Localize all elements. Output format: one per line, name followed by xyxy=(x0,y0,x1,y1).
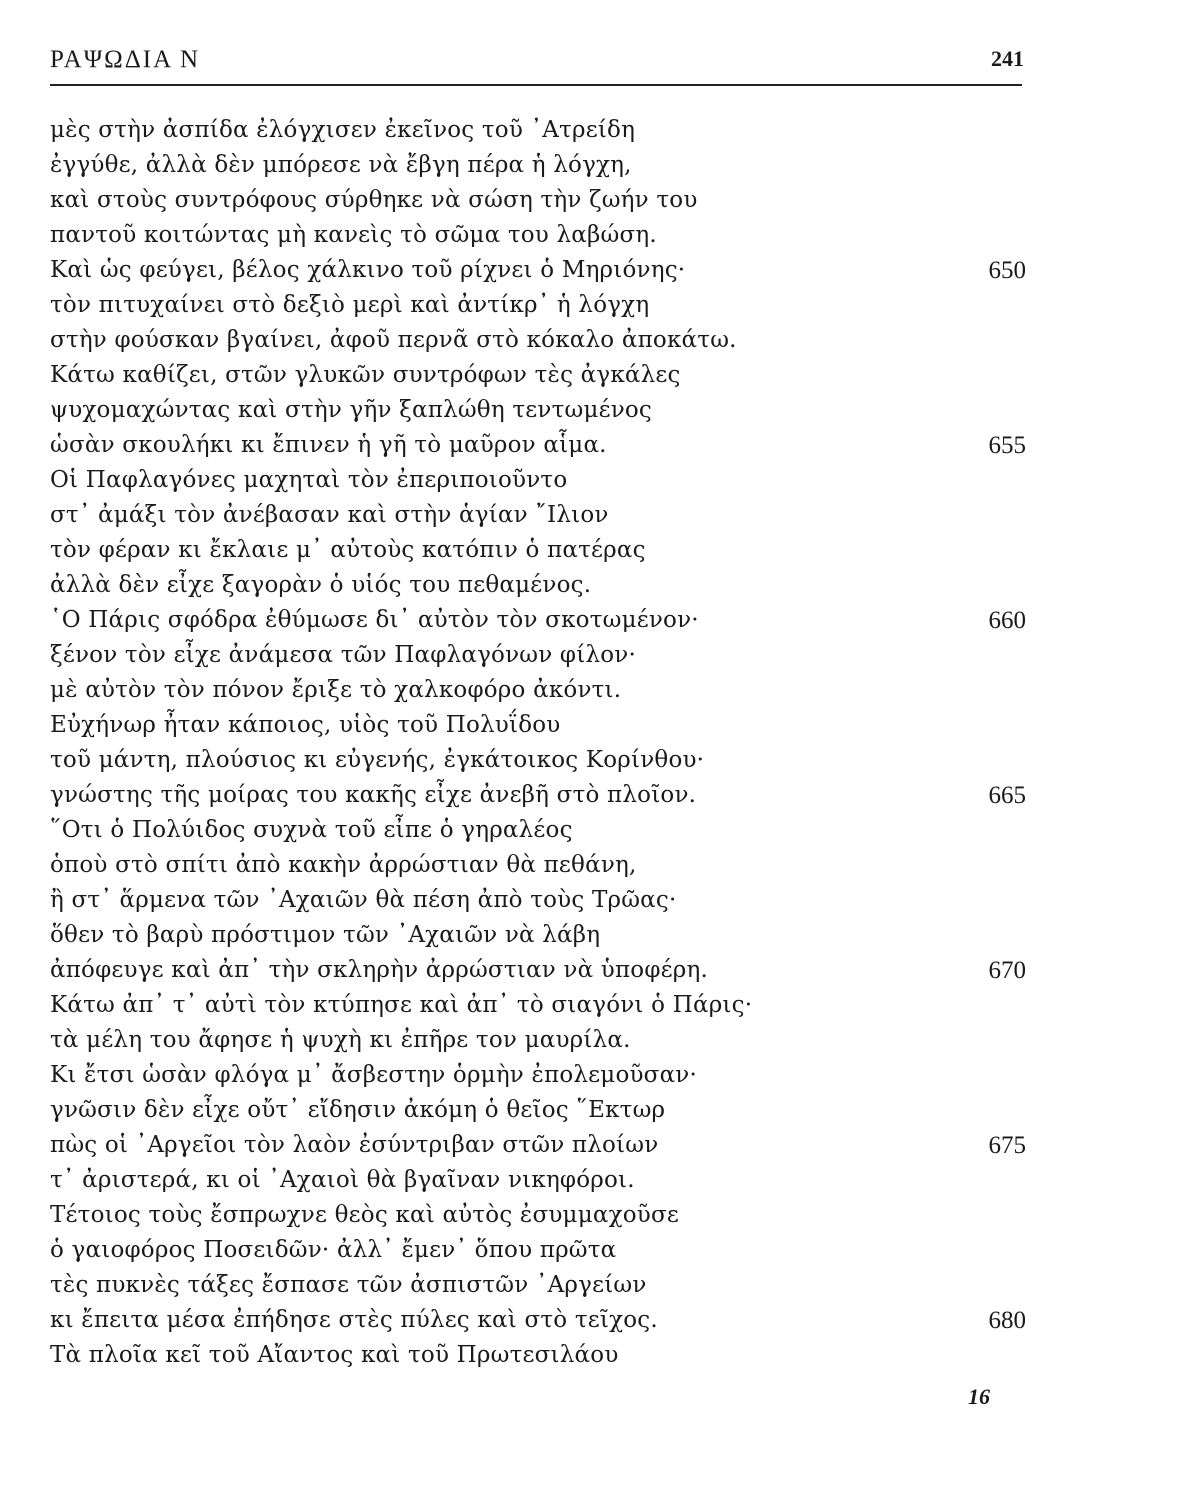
verse-text: τοῦ μάντη, πλούσιος κι εὐγενής, ἐγκάτοικος Κορίνθου· xyxy=(50,747,705,773)
verse-line xyxy=(50,603,1026,638)
verse-line xyxy=(50,253,1026,288)
line-number: 650 xyxy=(988,257,1026,284)
verse-text: ἐγγύθε, ἀλλὰ δὲν μπόρεσε νὰ ἔβγη πέρα ἡ λόγχη, xyxy=(50,152,632,178)
verse-line xyxy=(50,113,1026,148)
verse-text: γνῶσιν δὲν εἶχε οὔτ᾿ εἴδησιν ἀκόμη ὁ θεῖος ῞Εκτωρ xyxy=(50,1097,666,1123)
verse-line xyxy=(50,848,1026,883)
verse-text: πὼς οἱ ᾿Αργεῖοι τὸν λαὸν ἐσύντριβαν στῶν πλοίων xyxy=(50,1132,659,1158)
header-rule xyxy=(50,84,1022,86)
verse-line xyxy=(50,463,1026,498)
verse-line xyxy=(50,813,1026,848)
verse-text: ῾Ο Πάρις σφόδρα ἐθύμωσε δι᾿ αὐτὸν τὸν σκοτωμένον· xyxy=(50,607,699,633)
verse-line xyxy=(50,1163,1026,1198)
verse-text: ψυχομαχώντας καὶ στὴν γῆν ξαπλώθη τεντωμένος xyxy=(50,397,653,423)
verse-text: Τέτοιος τοὺς ἔσπρωχνε θεὸς καὶ αὐτὸς ἐσυμμαχοῦσε xyxy=(50,1202,679,1228)
verse-line xyxy=(50,743,1026,778)
verse-text: Οἱ Παφλαγόνες μαχηταὶ τὸν ἐπεριποιοῦντο xyxy=(50,467,568,493)
running-title: ΡΑΨΩΔΙΑ Ν xyxy=(50,46,201,73)
verse-line xyxy=(50,1233,1026,1268)
verse-text: τὰ μέλη του ἄφησε ἡ ψυχὴ κι ἐπῆρε τον μαυρίλα. xyxy=(50,1027,631,1053)
verse-text: ἀπόφευγε καὶ ἀπ᾿ τὴν σκληρὴν ἀρρώστιαν νὰ ὑποφέρη. xyxy=(50,957,708,983)
verse-line xyxy=(50,428,1026,463)
line-number: 655 xyxy=(988,432,1026,459)
verse-line xyxy=(50,953,1026,988)
verse-line xyxy=(50,148,1026,183)
line-number: 680 xyxy=(988,1307,1026,1334)
verse-line xyxy=(50,183,1026,218)
verse-line xyxy=(50,673,1026,708)
verse-text: μὲς στὴν ἀσπίδα ἐλόγχισεν ἐκεῖνος τοῦ ᾿Ατρείδη xyxy=(50,117,636,143)
verse-line xyxy=(50,568,1026,603)
line-number: 665 xyxy=(988,782,1026,809)
verse-block xyxy=(50,113,1026,1373)
verse-line xyxy=(50,288,1026,323)
verse-line xyxy=(50,1058,1026,1093)
verse-line xyxy=(50,778,1026,813)
verse-text: τὲς πυκνὲς τάξες ἔσπασε τῶν ἀσπιστῶν ᾿Αργείων xyxy=(50,1272,647,1298)
verse-line xyxy=(50,358,1026,393)
running-head xyxy=(50,46,1026,78)
verse-line xyxy=(50,708,1026,743)
line-number: 670 xyxy=(988,957,1026,984)
verse-line xyxy=(50,323,1026,358)
verse-line xyxy=(50,638,1026,673)
verse-text: στ᾿ ἀμάξι τὸν ἀνέβασαν καὶ στὴν ἁγίαν ῎Ιλιον xyxy=(50,502,609,528)
verse-text: ἀλλὰ δὲν εἶχε ξαγορὰν ὁ υἱός του πεθαμένος. xyxy=(50,572,592,598)
verse-text: ὡσὰν σκουλήκι κι ἔπινεν ἡ γῆ τὸ μαῦρον αἷμα. xyxy=(50,432,607,458)
verse-text: γνώστης τῆς μοίρας του κακῆς εἶχε ἀνεβῆ στὸ πλοῖον. xyxy=(50,782,697,808)
verse-text: ξένον τὸν εἶχε ἀνάμεσα τῶν Παφλαγόνων φίλον· xyxy=(50,642,636,668)
verse-text: τὸν φέραν κι ἔκλαιε μ᾿ αὐτοὺς κατόπιν ὁ πατέρας xyxy=(50,537,646,563)
verse-text: ῞Οτι ὁ Πολύιδος συχνὰ τοῦ εἶπε ὁ γηραλέος xyxy=(50,817,573,843)
line-number: 660 xyxy=(988,607,1026,634)
page-number: 241 xyxy=(991,46,1024,71)
verse-text: ὅθεν τὸ βαρὺ πρόστιμον τῶν ᾿Αχαιῶν νὰ λάβη xyxy=(50,922,601,948)
verse-text: Καὶ ὡς φεύγει, βέλος χάλκινο τοῦ ρίχνει ὁ Μηριόνης· xyxy=(50,257,686,283)
verse-line xyxy=(50,1023,1026,1058)
verse-line xyxy=(50,988,1026,1023)
verse-line xyxy=(50,1128,1026,1163)
verse-line xyxy=(50,1198,1026,1233)
verse-text: Εὐχήνωρ ἦταν κάποιος, υἱὸς τοῦ Πολυΐδου xyxy=(50,712,561,738)
verse-text: Κάτω ἀπ᾿ τ᾿ αὐτὶ τὸν κτύπησε καὶ ἀπ᾿ τὸ σιαγόνι ὁ Πάρις· xyxy=(50,992,753,1018)
verse-line xyxy=(50,1338,1026,1373)
verse-line xyxy=(50,883,1026,918)
verse-line xyxy=(50,1093,1026,1128)
verse-line xyxy=(50,1303,1026,1338)
verse-text: τ᾿ ἀριστερά, κι οἱ ᾿Αχαιοὶ θὰ βγαῖναν νικηφόροι. xyxy=(50,1167,635,1193)
verse-text: ὁποὺ στὸ σπίτι ἀπὸ κακὴν ἀρρώστιαν θὰ πεθάνη, xyxy=(50,852,637,878)
verse-text: κι ἔπειτα μέσα ἐπήδησε στὲς πύλες καὶ στὸ τεῖχος. xyxy=(50,1307,658,1333)
verse-text: καὶ στοὺς συντρόφους σύρθηκε νὰ σώση τὴν ζωήν του xyxy=(50,187,698,213)
verse-text: ὁ γαιοφόρος Ποσειδῶν· ἀλλ᾿ ἔμεν᾿ ὅπου πρῶτα xyxy=(50,1237,617,1263)
verse-line xyxy=(50,1268,1026,1303)
verse-text: στὴν φούσκαν βγαίνει, ἀφοῦ περνᾶ στὸ κόκαλο ἀποκάτω. xyxy=(50,327,737,353)
verse-line xyxy=(50,918,1026,953)
verse-text: παντοῦ κοιτώντας μὴ κανεὶς τὸ σῶμα του λαβώση. xyxy=(50,222,657,248)
verse-line xyxy=(50,393,1026,428)
verse-line xyxy=(50,498,1026,533)
verse-text: Κι ἔτσι ὡσὰν φλόγα μ᾿ ἄσβεστην ὁρμὴν ἐπολεμοῦσαν· xyxy=(50,1062,697,1088)
line-number: 675 xyxy=(988,1132,1026,1159)
verse-text: Κάτω καθίζει, στῶν γλυκῶν συντρόφων τὲς ἀγκάλες xyxy=(50,362,681,388)
verse-line xyxy=(50,218,1026,253)
verse-text: Τὰ πλοῖα κεῖ τοῦ Αἴαντος καὶ τοῦ Πρωτεσιλάου xyxy=(50,1342,619,1368)
verse-text: ἢ στ᾿ ἅρμενα τῶν ᾿Αχαιῶν θὰ πέση ἀπὸ τοὺς Τρῶας· xyxy=(50,887,677,913)
verse-text: τὸν πιτυχαίνει στὸ δεξιὸ μερὶ καὶ ἀντίκρ᾿ ἡ λόγχη xyxy=(50,292,650,318)
verse-line xyxy=(50,533,1026,568)
verse-text: μὲ αὐτὸν τὸν πόνον ἔριξε τὸ χαλκοφόρο ἀκόντι. xyxy=(50,677,622,703)
signature-mark: 16 xyxy=(968,1384,990,1409)
